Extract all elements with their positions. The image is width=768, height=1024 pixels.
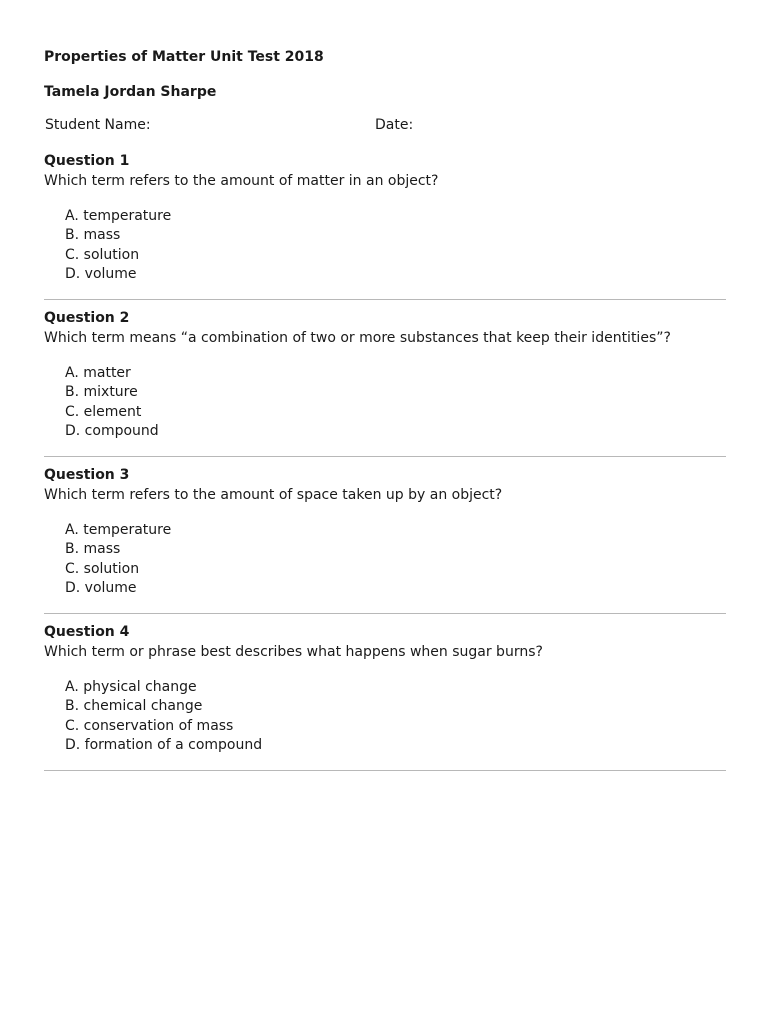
answer-option-c: C. solution xyxy=(65,246,140,263)
question-text: Which term means “a combination of two or more substances that keep their identities”? xyxy=(44,330,671,346)
answer-options xyxy=(65,521,726,598)
answer-option-d: D. formation of a compound xyxy=(65,736,263,753)
question-4 xyxy=(44,623,726,755)
question-heading: Question 3 xyxy=(44,467,130,483)
question-heading: Question 4 xyxy=(44,624,130,640)
question-2 xyxy=(44,309,726,441)
answer-option-c: C. element xyxy=(65,403,142,420)
answer-option-b: B. mass xyxy=(65,227,121,244)
question-text: Which term refers to the amount of space taken up by an object? xyxy=(44,487,503,503)
document-author: Tamela Jordan Sharpe xyxy=(44,84,217,100)
answer-option-b: B. chemical change xyxy=(65,698,203,715)
answer-options xyxy=(65,207,726,284)
answer-option-d: D. compound xyxy=(65,422,159,439)
answer-option-a: A. temperature xyxy=(65,208,172,224)
answer-option-a: A. physical change xyxy=(65,679,197,695)
answer-option-d: D. volume xyxy=(65,265,137,282)
question-divider xyxy=(44,613,726,614)
question-divider xyxy=(44,770,726,771)
answer-option-d: D. volume xyxy=(65,579,137,596)
answer-option-b: B. mixture xyxy=(65,384,138,401)
answer-option-b: B. mass xyxy=(65,541,121,558)
question-1 xyxy=(44,152,726,284)
answer-options xyxy=(65,678,726,755)
question-divider xyxy=(44,299,726,300)
answer-option-c: C. solution xyxy=(65,560,140,577)
answer-options xyxy=(65,364,726,441)
document-title: Properties of Matter Unit Test 2018 xyxy=(44,49,324,65)
answer-option-c: C. conservation of mass xyxy=(65,717,234,734)
question-heading: Question 2 xyxy=(44,310,130,326)
student-name-label: Student Name: xyxy=(45,117,151,133)
question-heading: Question 1 xyxy=(44,153,130,169)
question-divider xyxy=(44,456,726,457)
date-label: Date: xyxy=(375,117,414,133)
answer-option-a: A. matter xyxy=(65,365,131,381)
question-text: Which term or phrase best describes what happens when sugar burns? xyxy=(44,644,543,660)
answer-option-a: A. temperature xyxy=(65,522,172,538)
question-text: Which term refers to the amount of matter in an object? xyxy=(44,173,439,189)
question-3 xyxy=(44,466,726,598)
